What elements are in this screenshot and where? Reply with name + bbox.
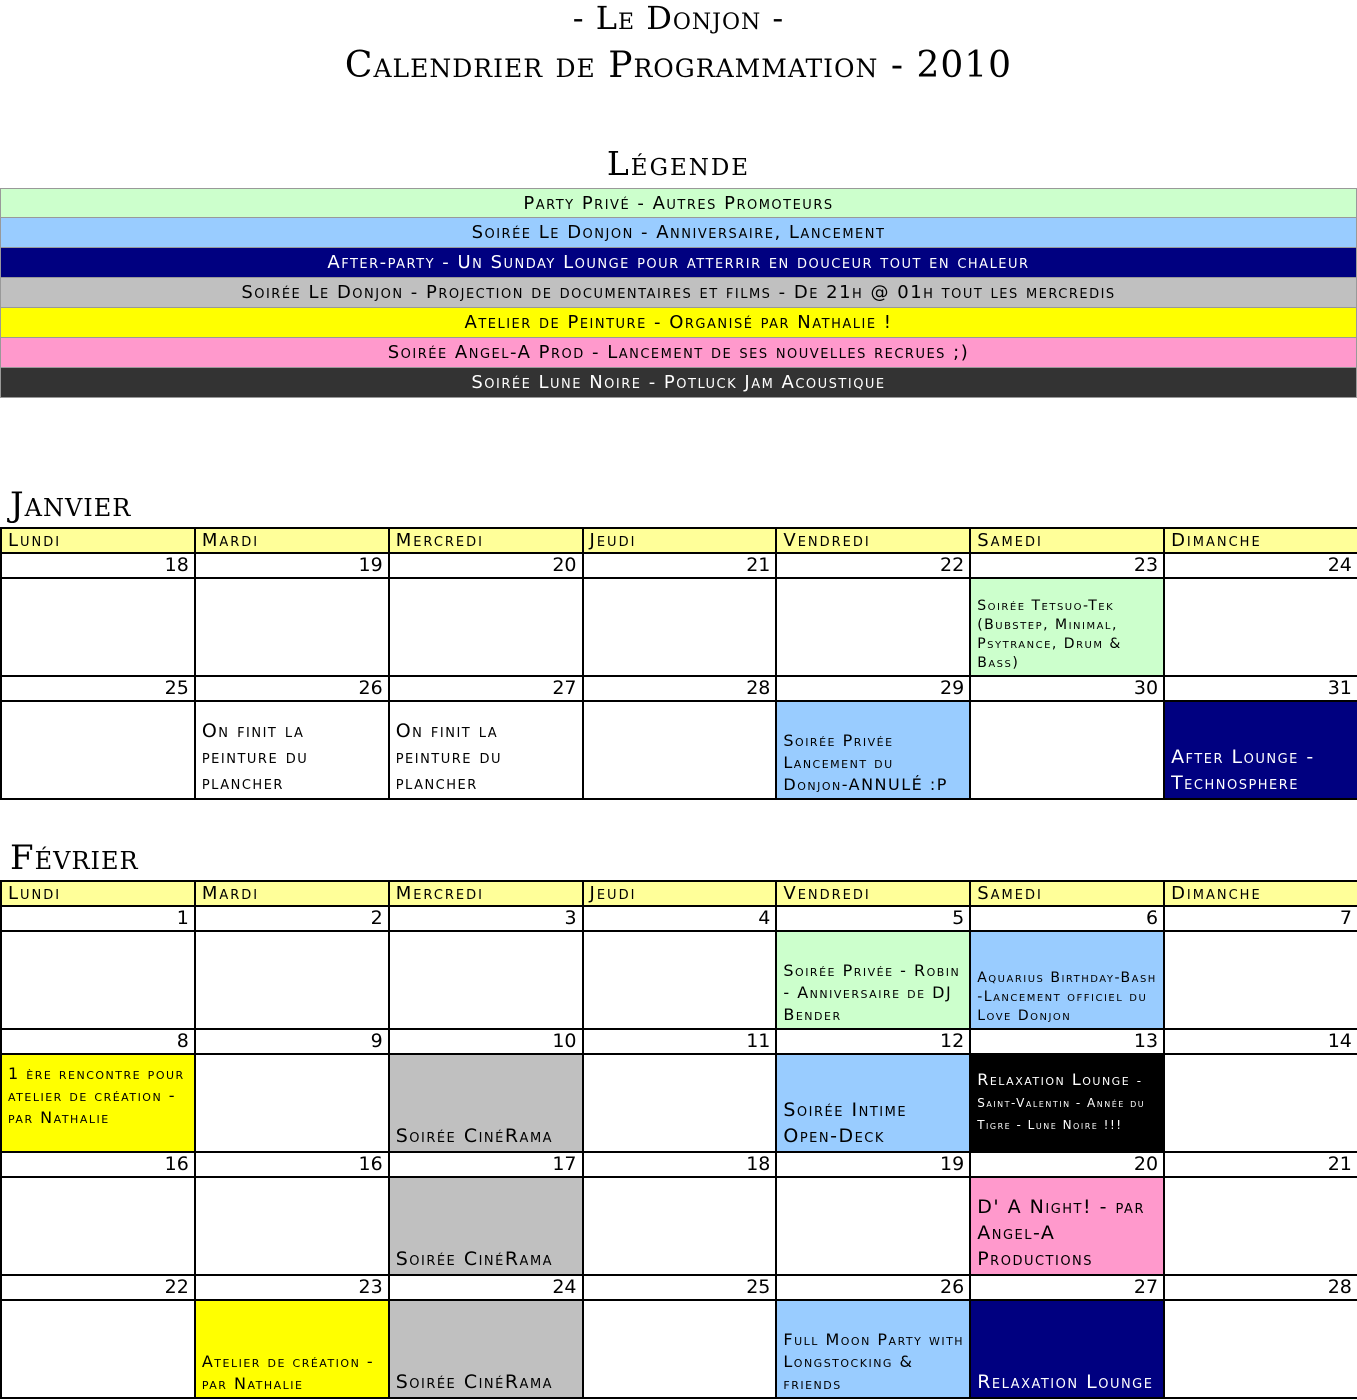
weekday-jeudi: Jeudi [583,528,777,553]
weekday-mercredi: Mercredi [389,528,583,553]
event-cell-atelier-creation: 1 ère rencontre pour atelier de création - par Nathalie [1,1054,195,1152]
day-number: 20 [389,553,583,578]
day-number: 14 [1164,1029,1357,1054]
calendar-janvier [0,527,1357,800]
day-number-row [1,1275,1357,1300]
day-number: 29 [776,676,970,701]
day-number: 27 [389,676,583,701]
day-number: 19 [195,553,389,578]
calendar-fevrier [0,880,1357,1399]
weekday-lundi: Lundi [1,528,195,553]
day-number: 11 [583,1029,777,1054]
legend-item-angel-a: Soirée Angel-A Prod - Lancement de ses nouvelles recrues ;) [0,338,1357,368]
day-number: 27 [970,1275,1164,1300]
event-cell-peinture-plancher: On finit la peinture du plancher [195,701,389,799]
event-cell-soiree-privee-lancement: Soirée Privée Lancement du Donjon-ANNULÉ :P [776,701,970,799]
weekday-mercredi: Mercredi [389,881,583,906]
event-cell [1164,1054,1357,1152]
event-cell-relaxation-lounge: Relaxation Lounge [970,1300,1164,1398]
day-number: 25 [1,676,195,701]
event-cell [1,931,195,1029]
event-cell [195,931,389,1029]
legend-title: Légende [606,144,751,183]
day-number-row [1,553,1357,578]
day-number: 16 [1,1152,195,1177]
day-number: 6 [970,906,1164,931]
event-cell [389,931,583,1029]
day-number: 22 [1,1275,195,1300]
event-cell-tetsuo-tek: Soirée Tetsuo-Tek (Bubstep, Minimal, Psytrance, Drum & Bass) [970,578,1164,676]
weekday-header-row [1,528,1357,553]
event-cell [583,931,777,1029]
day-number-row [1,1152,1357,1177]
event-row [1,578,1357,676]
day-number: 22 [776,553,970,578]
event-cell-after-lounge: After Lounge - Technosphere [1164,701,1357,799]
day-number: 9 [195,1029,389,1054]
event-cell-full-moon-party: Full Moon Party with Longstocking & friends [776,1300,970,1398]
weekday-samedi: Samedi [970,528,1164,553]
weekday-dimanche: Dimanche [1164,528,1357,553]
weekday-vendredi: Vendredi [776,881,970,906]
weekday-lundi: Lundi [1,881,195,906]
day-number: 26 [776,1275,970,1300]
month-label-fevrier: Février [10,838,139,878]
event-row [1,1300,1357,1398]
day-number: 4 [583,906,777,931]
day-number: 28 [583,676,777,701]
event-cell [1164,1300,1357,1398]
event-cell [583,1054,777,1152]
event-cell [1164,1177,1357,1275]
event-subtitle: - Saint-Valentin - Année du Tigre - Lune Noire !!! [977,1074,1146,1132]
day-number: 19 [776,1152,970,1177]
event-cell [1164,578,1357,676]
event-cell-relaxation-lounge-valentin [970,1054,1164,1152]
day-number: 16 [195,1152,389,1177]
weekday-mardi: Mardi [195,528,389,553]
event-cell [389,578,583,676]
event-cell [195,578,389,676]
event-cell [970,701,1164,799]
event-cell [583,1300,777,1398]
event-cell [776,578,970,676]
event-cell [1,1177,195,1275]
page-title-line1: - Le Donjon - [572,0,785,37]
weekday-samedi: Samedi [970,881,1164,906]
day-number: 23 [195,1275,389,1300]
weekday-header-row [1,881,1357,906]
event-cell-d-a-night: D' A Night! - par Angel-A Productions [970,1177,1164,1275]
day-number: 13 [970,1029,1164,1054]
event-cell [195,1177,389,1275]
event-cell [583,701,777,799]
day-number: 18 [583,1152,777,1177]
month-label-janvier: Janvier [10,485,132,525]
day-number: 31 [1164,676,1357,701]
event-cell [1,578,195,676]
legend [0,188,1357,398]
day-number: 30 [970,676,1164,701]
legend-item-donjon-anniversary: Soirée Le Donjon - Anniversaire, Lancement [0,218,1357,248]
day-number: 12 [776,1029,970,1054]
day-number: 3 [389,906,583,931]
day-number: 5 [776,906,970,931]
event-cell-cinerama: Soirée CinéRama [389,1177,583,1275]
day-number-row [1,676,1357,701]
event-cell [1,1300,195,1398]
day-number: 1 [1,906,195,931]
event-cell [776,1177,970,1275]
event-cell [195,1054,389,1152]
legend-item-lune-noire: Soirée Lune Noire - Potluck Jam Acoustique [0,368,1357,398]
event-cell [583,1177,777,1275]
event-row [1,1054,1357,1152]
day-number: 21 [583,553,777,578]
event-cell-atelier-creation: Atelier de création - par Nathalie [195,1300,389,1398]
event-cell-cinerama: Soirée CinéRama [389,1300,583,1398]
day-number: 8 [1,1029,195,1054]
day-number: 25 [583,1275,777,1300]
legend-item-private-party: Party Privé - Autres Promoteurs [0,188,1357,218]
day-number-row [1,1029,1357,1054]
day-number: 10 [389,1029,583,1054]
page-title-line2: Calendrier de Programmation - 2010 [344,45,1013,86]
event-cell-aquarius-birthday: Aquarius Birthday-Bash -Lancement officiel du Love Donjon [970,931,1164,1029]
day-number: 28 [1164,1275,1357,1300]
day-number: 21 [1164,1152,1357,1177]
weekday-mardi: Mardi [195,881,389,906]
event-row [1,701,1357,799]
event-cell-soiree-intime: Soirée Intime Open-Deck [776,1054,970,1152]
day-number: 20 [970,1152,1164,1177]
weekday-dimanche: Dimanche [1164,881,1357,906]
event-cell-cinerama: Soirée CinéRama [389,1054,583,1152]
day-number: 18 [1,553,195,578]
day-number: 24 [1164,553,1357,578]
event-row [1,931,1357,1029]
weekday-jeudi: Jeudi [583,881,777,906]
day-number: 17 [389,1152,583,1177]
legend-item-projection: Soirée Le Donjon - Projection de documentaires et films - De 21h @ 01h tout les mercredis [0,278,1357,308]
event-cell [1,701,195,799]
day-number-row [1,906,1357,931]
event-title: Relaxation Lounge [977,1070,1131,1089]
legend-item-after-party: After-party - Un Sunday Lounge pour atterrir en douceur tout en chaleur [0,248,1357,278]
day-number: 23 [970,553,1164,578]
day-number: 7 [1164,906,1357,931]
legend-item-painting-workshop: Atelier de Peinture - Organisé par Nathalie ! [0,308,1357,338]
event-cell-soiree-privee-robin: Soirée Privée - Robin - Anniversaire de DJ Bender [776,931,970,1029]
weekday-vendredi: Vendredi [776,528,970,553]
day-number: 24 [389,1275,583,1300]
event-cell [583,578,777,676]
event-cell-peinture-plancher: On finit la peinture du plancher [389,701,583,799]
event-cell [1164,931,1357,1029]
event-row [1,1177,1357,1275]
day-number: 26 [195,676,389,701]
day-number: 2 [195,906,389,931]
